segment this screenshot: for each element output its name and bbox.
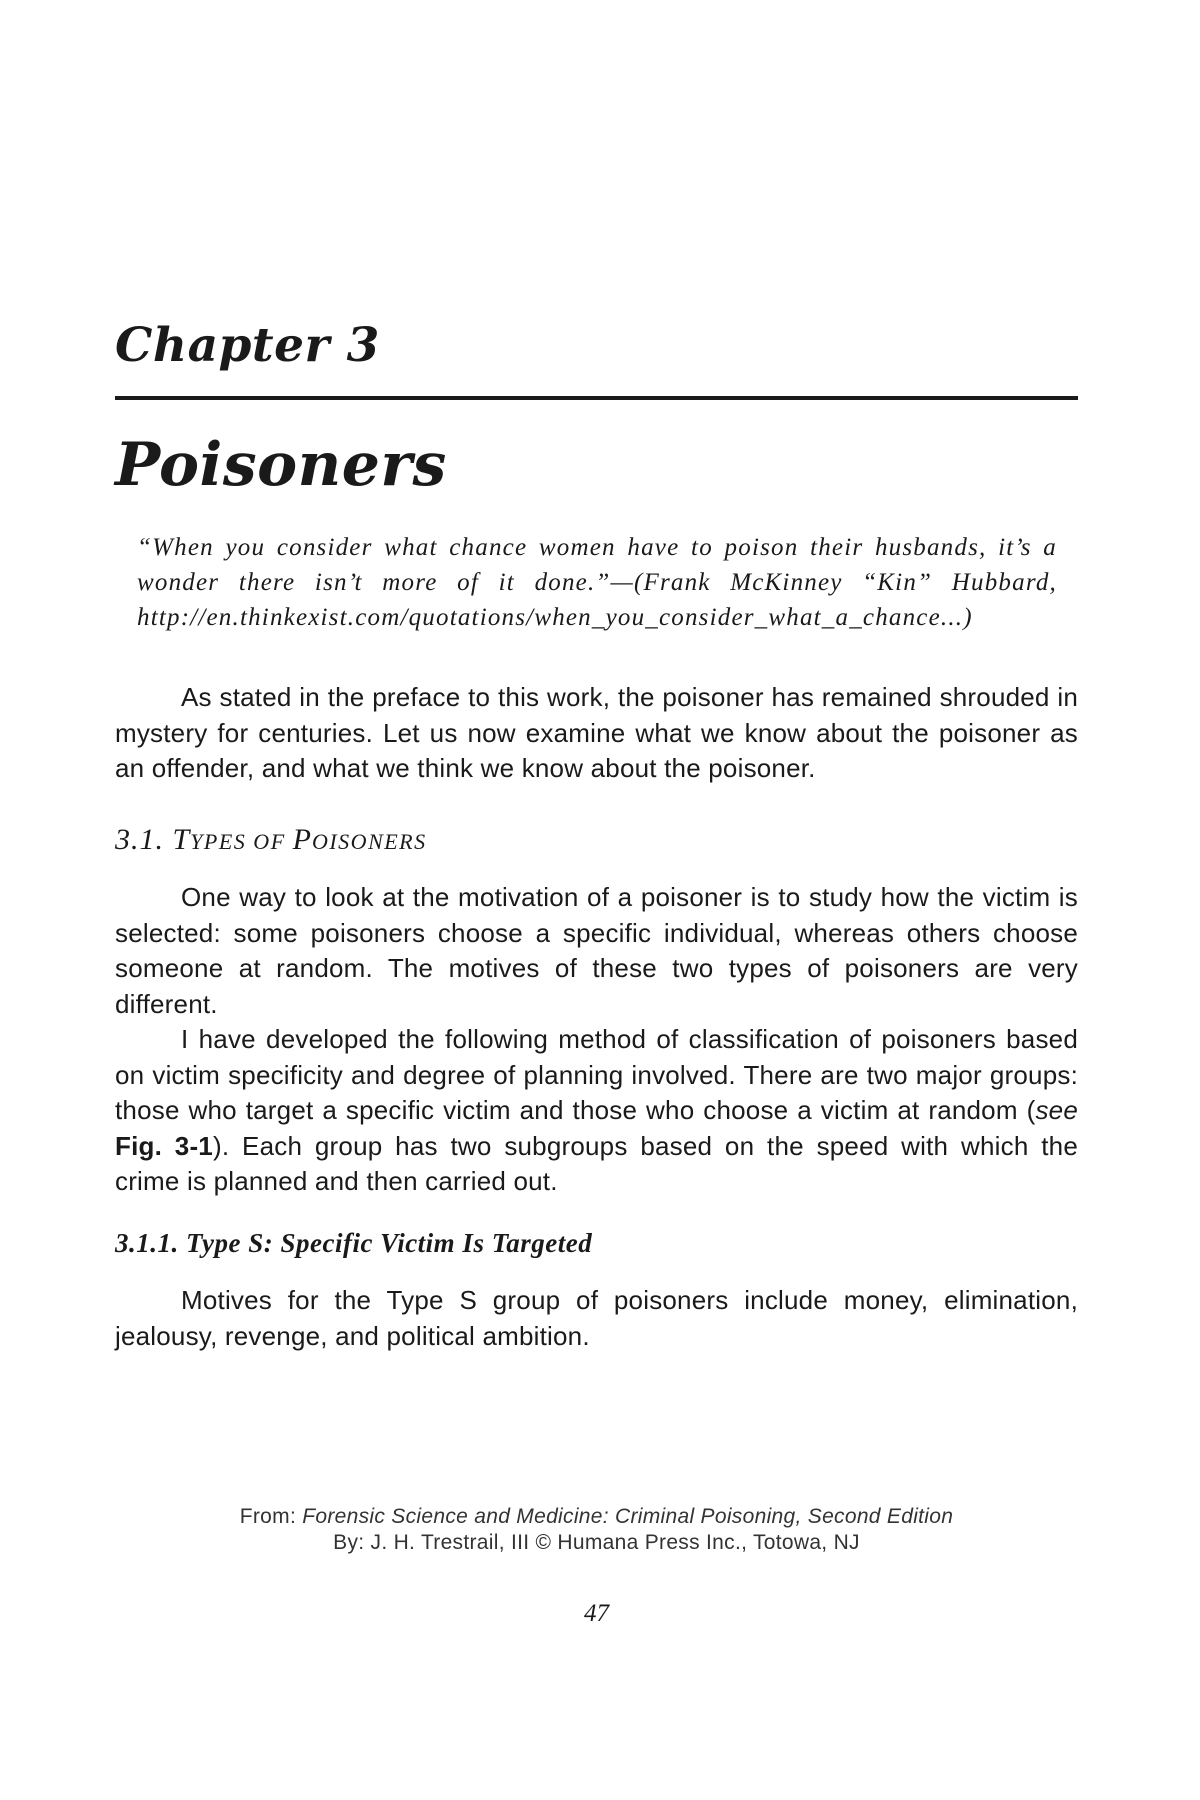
chapter-rule: [115, 396, 1078, 400]
chapter-title: Poisoners: [115, 430, 447, 500]
paragraph-2-text-b: ). Each group has two subgroups based on the speed with which the crime is planned and then carried out.: [115, 1130, 1079, 1196]
chapter-label: Chapter 3: [115, 318, 380, 373]
subsection-heading: 3.1.1. Type S: Specific Victim Is Targeted: [115, 1228, 593, 1258]
section-paragraph-2: [115, 1022, 1078, 1200]
section-heading: [115, 823, 427, 857]
paragraph-2-text-a: I have developed the following method of classification of poisoners based on victim specificity and degree of planning involved. There are two major groups: those who target a specific victim and those who choose a victim at random (: [115, 1024, 1078, 1125]
section-title-initial-1: T: [172, 823, 191, 856]
section-number: 3.1.: [115, 823, 164, 856]
section-title-rest-2: OISONERS: [311, 829, 427, 854]
subsection-paragraph: Motives for the Type S group of poisoners include money, elimination, jealousy, revenge, and political ambition.: [115, 1285, 1078, 1351]
figure-link[interactable]: Fig. 3-1: [115, 1130, 213, 1161]
source-book-title: Forensic Science and Medicine: Criminal Poisoning, Second Edition: [302, 1505, 954, 1528]
intro-paragraph: As stated in the preface to this work, the poisoner has remained shrouded in mystery for centuries. Let us now examine what we know about the poisoner as an offender, and what we think we know about the poisoner.: [115, 682, 1078, 783]
source-from-label: From:: [239, 1505, 297, 1528]
see-reference: see: [1035, 1095, 1078, 1125]
subsection-body: [115, 1283, 1078, 1354]
section-body: [115, 880, 1078, 1200]
book-page: [115, 0, 1078, 1800]
source-footer: [115, 1504, 1078, 1556]
section-title-rest-1: YPES OF: [190, 829, 293, 854]
epigraph-quote: “When you consider what chance women have to poison their husbands, it’s a wonder there isn’t more of it done.”—(Frank McKinney “Kin” Hubbard, http://en.thinkexist.com/quotations/when_you_consider_what_a_chance...): [137, 534, 1057, 631]
intro-section: [115, 680, 1078, 787]
page-number: 47: [584, 1600, 609, 1627]
section-title-initial-2: P: [292, 823, 312, 856]
section-paragraph-1: One way to look at the motivation of a poisoner is to study how the victim is selected: some poisoners choose a specific individual, whereas others choose someone at random. The motives of these two types of poisoners are very different.: [115, 882, 1078, 1019]
source-byline: By: J. H. Trestrail, III © Humana Press Inc., Totowa, NJ: [333, 1531, 860, 1554]
source-line: [115, 1504, 1078, 1530]
